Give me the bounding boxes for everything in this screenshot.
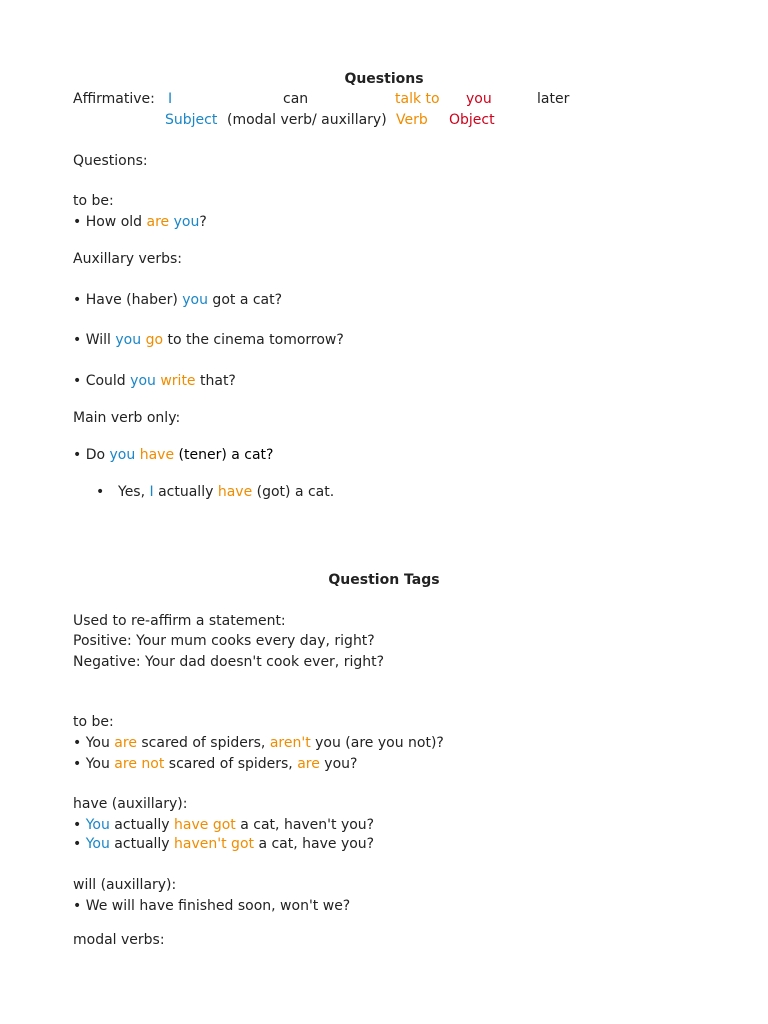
section-title-questions: Questions	[344, 71, 424, 87]
text-segment: go	[145, 332, 164, 348]
text-segment: • Do	[73, 447, 110, 463]
text-segment: are not	[114, 756, 165, 772]
text-segment: • You	[73, 756, 115, 772]
question-line-will	[73, 330, 344, 350]
text-segment: •	[73, 836, 86, 852]
text-segment: you (are you not)?	[310, 735, 444, 751]
text-segment: I	[149, 484, 154, 500]
tags-positive-line: Positive: Your mum cooks every day, right?	[73, 633, 375, 649]
tag-line-are-scared	[73, 733, 444, 753]
affirmative-modal-word: can	[283, 91, 309, 107]
text-segment: have	[139, 447, 175, 463]
text-segment: that?	[195, 373, 236, 389]
main-verb-label: Main verb only:	[73, 410, 181, 426]
tags-have-label: have (auxillary):	[73, 796, 188, 812]
tag-line-havent-got	[73, 834, 374, 854]
question-line-do	[73, 445, 273, 465]
text-segment: you	[130, 373, 156, 389]
legend-modal: (modal verb/ auxillary)	[227, 112, 387, 128]
text-segment: a cat, have you?	[254, 836, 375, 852]
text-segment: you	[182, 292, 208, 308]
text-segment: aren't	[269, 735, 311, 751]
affirmative-object-word: you	[466, 91, 492, 107]
tag-line-will: • We will have finished soon, won't we?	[73, 898, 351, 914]
text-segment: have got	[174, 817, 236, 833]
answer-line-yes	[96, 482, 334, 502]
text-segment: you	[115, 332, 142, 348]
affirmative-later-word: later	[537, 91, 570, 107]
tags-modal-label: modal verbs:	[73, 932, 165, 948]
text-segment: scared of spiders,	[164, 756, 298, 772]
bullet: •	[96, 484, 105, 500]
text-segment: you	[109, 447, 136, 463]
text-segment: You	[85, 836, 110, 852]
text-segment: ?	[199, 214, 207, 230]
text-segment: to the cinema tomorrow?	[163, 332, 344, 348]
text-segment: you?	[319, 756, 358, 772]
text-segment: haven't got	[174, 836, 254, 852]
questions-label: Questions:	[73, 153, 148, 169]
text-segment: (got) a cat.	[252, 484, 335, 500]
section-title-question-tags: Question Tags	[328, 572, 440, 588]
to-be-label: to be:	[73, 193, 114, 209]
text-segment: got a cat?	[207, 292, 283, 308]
affirmative-subject-word: I	[168, 91, 173, 107]
text-segment: (tener) a cat?	[174, 447, 274, 463]
text-segment: You	[85, 817, 110, 833]
text-segment: write	[160, 373, 196, 389]
text-segment: • Will	[73, 332, 116, 348]
tags-negative-line: Negative: Your dad doesn't cook ever, right?	[73, 654, 385, 670]
question-line-how-old	[73, 212, 207, 232]
text-segment: actually	[153, 484, 218, 500]
text-segment: you	[173, 214, 200, 230]
auxillary-verbs-label: Auxillary verbs:	[73, 251, 183, 267]
tags-used-line: Used to re-affirm a statement:	[73, 613, 286, 629]
text-segment: • Could	[73, 373, 131, 389]
text-segment: • You	[73, 735, 115, 751]
answer-text	[118, 484, 334, 500]
text-segment: •	[73, 817, 86, 833]
text-segment: actually	[109, 836, 175, 852]
text-segment: actually	[109, 817, 175, 833]
text-segment: • How old	[73, 214, 147, 230]
text-segment: • Have (haber)	[73, 292, 183, 308]
tags-will-label: will (auxillary):	[73, 877, 177, 893]
text-segment: have	[217, 484, 253, 500]
text-segment: are	[297, 756, 320, 772]
question-line-could	[73, 371, 236, 391]
legend-subject: Subject	[165, 112, 218, 128]
text-segment: Yes,	[118, 484, 150, 500]
text-segment: scared of spiders,	[136, 735, 270, 751]
affirmative-label: Affirmative:	[73, 91, 155, 107]
question-line-have	[73, 290, 282, 310]
text-segment: are	[114, 735, 137, 751]
text-segment: are	[146, 214, 170, 230]
legend-verb: Verb	[396, 112, 428, 128]
text-segment: a cat, haven't you?	[235, 817, 375, 833]
affirmative-verb-word: talk to	[395, 91, 440, 107]
legend-object: Object	[449, 112, 495, 128]
tags-to-be-label: to be:	[73, 714, 114, 730]
tag-line-are-not-scared	[73, 754, 357, 774]
tag-line-have-got	[73, 815, 374, 835]
